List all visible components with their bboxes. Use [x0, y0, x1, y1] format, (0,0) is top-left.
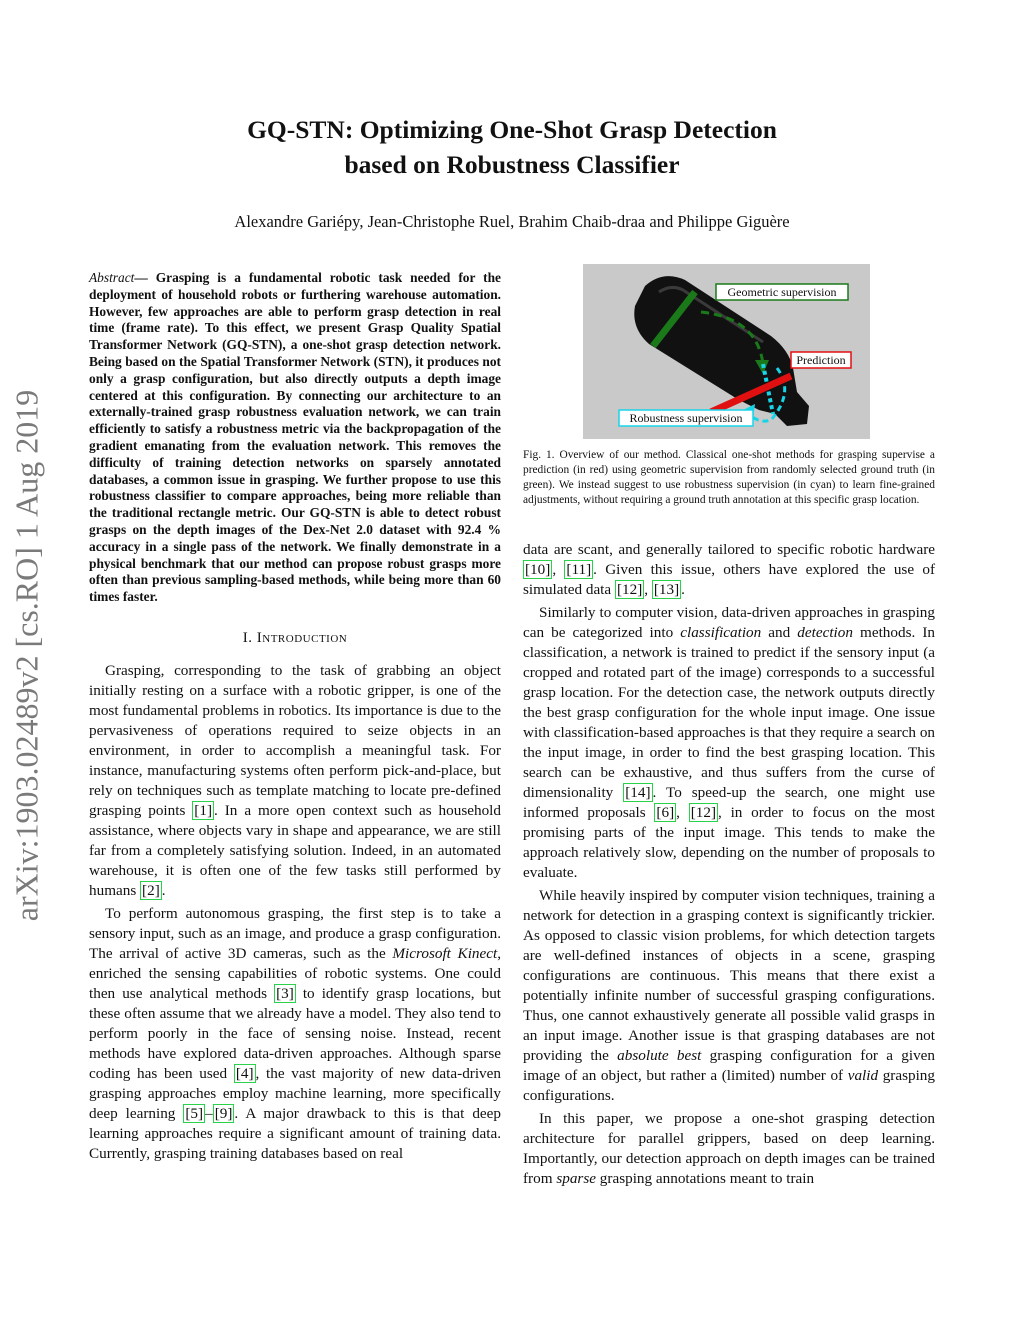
text-run: and: [761, 624, 798, 641]
text-run: data are scant, and generally tailored to specific robotic hardware: [523, 541, 935, 558]
text-run: . A major drawback to this is that deep learning approaches require a significant amount of training data. Currently, grasping training databases based on real: [89, 1104, 502, 1162]
abstract-lead: Abstract: [89, 270, 135, 285]
citation-link[interactable]: [3]: [276, 984, 294, 1002]
section-heading-introduction: [89, 630, 501, 647]
right-paragraph-1: [523, 540, 935, 600]
text-run: . To speed-up the search, one might use informed proposals: [523, 784, 935, 821]
text-run: While heavily inspired by computer vision techniques, training a network for detection in a grasping context is significantly trickier. As opposed to classic vision problems, for which detection targets are well-defined instances of objects in a scene, grasping configurations are continuous. This means that there exist a potentially infinite number of successful grasping configurations. Thus, one cannot exhaustively generate all possible valid grasps in an input image. Another issue is that grasping databases are not providing the: [523, 887, 935, 1064]
text-run: grasping annotations meant to train: [596, 1170, 815, 1187]
authors: Alexandre Gariépy, Jean-Christophe Ruel, Brahim Chaib-draa and Philippe Giguère: [234, 212, 790, 231]
text-run: , in order to focus on the most promising parts of the input image. This tends to make the approach relatively slow, depending on the number of proposals to evaluate.: [523, 804, 935, 881]
citation-link[interactable]: [12]: [690, 804, 717, 821]
right-paragraph-4: [523, 1109, 935, 1189]
text-run: –: [205, 1104, 213, 1122]
citation-link[interactable]: [10]: [525, 561, 551, 578]
citation-link[interactable]: [1]: [194, 801, 213, 819]
emphasis: detection: [797, 624, 853, 641]
citation-link[interactable]: [11]: [566, 561, 592, 578]
citation-link[interactable]: [6]: [656, 804, 675, 821]
title-line-2: based on Robustness Classifier: [344, 150, 680, 179]
text-run: Grasping, corresponding to the task of grabbing an object initially resting on a surface with a robotic gripper, is one of the most fundamental problems in robotics. Its importance is due to the pervasiveness of operations required to seize objects in an environment, in order to accomplish a meaningful task. For instance, manufacturing systems often perform pick-and-place, but rely on techniques such as template matching to locate pre-defined grasping points: [89, 661, 501, 819]
citation-link[interactable]: [12]: [616, 581, 643, 598]
emphasis: absolute best: [617, 1047, 702, 1064]
text-run: grasping configurations.: [523, 1067, 935, 1104]
citation-link[interactable]: [9]: [214, 1104, 233, 1122]
left-column: [89, 270, 501, 1167]
text-run: to identify grasp locations, but these often assume that we already have a model. They also tend to perform poorly in the face of sensing noise. Instead, recent methods have explored data-driven approaches. Although sparse coding has been used: [89, 984, 502, 1082]
section-heading-text: I. Introduction: [242, 629, 348, 646]
emphasis: classification: [680, 624, 762, 641]
text-run: Similarly to computer vision, data-driven approaches in grasping can be categorized into: [523, 604, 935, 641]
text-run: , the vast majority of new data-driven grasping approaches employ machine learning, more specifically deep learning: [89, 1064, 501, 1122]
text-run: To perform autonomous grasping, the first step is to take a sensory input, such as an image, and produce a grasp configuration. The arrival of active 3D cameras, such as the: [89, 904, 501, 962]
citation-link[interactable]: [4]: [235, 1064, 254, 1082]
text-run: . Given this issue, others have explored the use of simulated data: [523, 561, 935, 598]
intro-paragraph-2: [89, 904, 501, 1164]
citation-link[interactable]: [2]: [142, 881, 160, 899]
prediction-label: Prediction: [796, 353, 846, 367]
text-run: ,: [552, 561, 565, 578]
abstract-dash: —: [134, 270, 156, 285]
right-column: [523, 540, 935, 1192]
abstract-body: Grasping is a fundamental robotic task needed for the deployment of household robots or furthering warehouse automation. However, few approaches are able to perform grasp detection in real time (frame rate). To this effect, we present Grasp Quality Spatial Transformer Network (GQ-STN), a one-shot grasp detection network. Being based on the Spatial Transformer Network (STN), it produces not only a grasp configuration, but also directly outputs a depth image centered at this configuration. By connecting our architecture to an externally-trained grasp robustness evaluation network, we can train efficiently to satisfy a robustness metric via the backpropagation of the gradient emanating from the evaluation network. This removes the difficulty of training detection networks on sparsely annotated databases, a common issue in grasping. We further propose to use this robustness classifier to compare approaches, being more reliable than the traditional rectangle metric. Our GQ-STN is able to detect robust grasps on the depth images of the Dex-Net 2.0 dataset with 92.4 % accuracy in a single pass of the network. We finally demonstrate in a physical benchmark that our method can propose robust grasps more often than previous sampling-based methods, while being more than 60 times faster.: [89, 270, 501, 605]
robustness-label: Robustness supervision: [629, 411, 743, 425]
right-paragraph-3: [523, 886, 935, 1106]
citation-link[interactable]: [14]: [625, 784, 651, 801]
intro-paragraph-1: [89, 661, 501, 901]
text-run: methods. In classification, a network is trained to predict if the sensory input (a cropped and rotated part of the image) corresponds to a successful grasp location. For the detection case, the network outputs directly the best grasp configuration for the whole input image. One issue with classification-based approaches is that they require a search on the input image, in order to find the best grasping location. This search can be exhaustive, and thus suffers from the curse of dimensionality: [523, 624, 936, 801]
abstract: [89, 270, 501, 606]
text-run: ,: [676, 804, 689, 821]
text-run: . In a more open context such as household assistance, where objects vary in shape and appearance, we are still far from a completely satisfying solution. Indeed, in an automated warehouse, it is often one of the few tasks still performed by humans: [89, 801, 501, 899]
text-run: grasping configuration for a given image of an object, but rather a (limited) number of: [523, 1047, 935, 1084]
emphasis: valid: [847, 1067, 879, 1084]
emphasis: Microsoft Kinect: [392, 944, 498, 962]
text-run: ,: [644, 581, 652, 598]
citation-link[interactable]: [13]: [653, 581, 680, 598]
geometric-label: Geometric supervision: [727, 285, 837, 299]
citation-link[interactable]: [5]: [185, 1104, 204, 1122]
paper-title: [150, 112, 874, 182]
emphasis: sparse: [556, 1170, 596, 1187]
figure-1-image: [583, 264, 870, 439]
arxiv-stamp-text: arXiv:1903.02489v2 [cs.RO] 1 Aug 2019: [8, 389, 45, 921]
title-line-1: GQ-STN: Optimizing One-Shot Grasp Detection: [247, 115, 777, 144]
figure-1-svg: [583, 264, 870, 439]
text-run: .: [681, 581, 685, 598]
arxiv-stamp: [4, 350, 50, 960]
text-run: In this paper, we propose a one-shot grasping detection architecture for parallel grippers, based on deep learning. Importantly, our detection approach on depth images can be trained from: [523, 1110, 935, 1187]
text-run: .: [161, 881, 166, 899]
figure-1-caption: Fig. 1. Overview of our method. Classical one-shot methods for grasping supervise a prediction (in red) using geometric supervision from randomly selected ground truth (in green). We instead suggest to use robustness supervision (in cyan) to learn fine-grained adjustments, without requiring a ground truth annotation at this specific grasp location.: [523, 449, 935, 506]
right-paragraph-2: [523, 603, 935, 883]
text-run: , enriched the sensing capabilities of robotic systems. One could then use analytical methods: [89, 944, 502, 1002]
